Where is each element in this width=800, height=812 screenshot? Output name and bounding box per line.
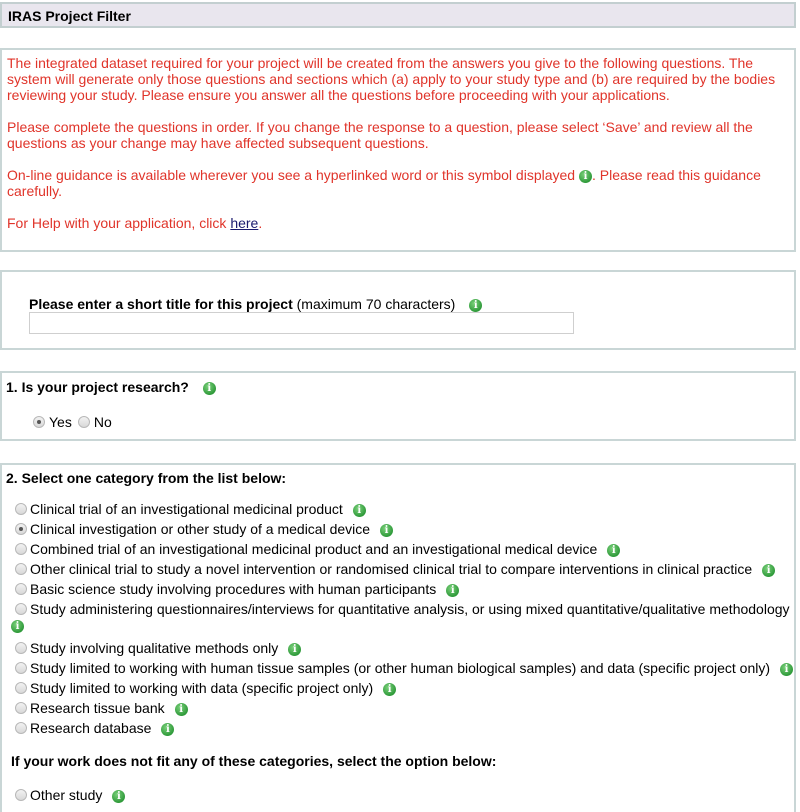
category-option[interactable]	[15, 561, 775, 577]
option-label[interactable]: Study involving qualitative methods only	[30, 640, 279, 656]
radio-button[interactable]	[15, 702, 27, 714]
category-option[interactable]	[15, 700, 188, 716]
radio-button-no[interactable]	[78, 416, 90, 428]
radio-label[interactable]: Yes	[49, 414, 72, 430]
info-icon[interactable]: i	[353, 504, 366, 517]
info-icon[interactable]: i	[175, 703, 188, 716]
category-option[interactable]	[15, 581, 459, 597]
info-icon[interactable]: i	[446, 584, 459, 597]
radio-button[interactable]	[15, 603, 27, 615]
short-title-note: (maximum 70 characters)	[292, 296, 456, 312]
radio-button[interactable]	[15, 789, 27, 801]
info-icon[interactable]: i	[762, 564, 775, 577]
option-label[interactable]: Study limited to working with data (specific project only)	[30, 680, 374, 696]
radio-button-checked[interactable]	[33, 416, 45, 428]
option-label[interactable]: Study limited to working with human tissue samples (or other human biological samples) and data (specific project only)	[30, 660, 771, 676]
radio-button[interactable]	[15, 583, 27, 595]
guidance-text: On-line guidance is available wherever you see a hyperlinked word or this symbol displayed	[7, 167, 579, 183]
intro-paragraph-3	[7, 167, 786, 199]
short-title-label-bold: Please enter a short title for this project	[29, 296, 293, 312]
option-label[interactable]: Study administering questionnaires/interviews for quantitative analysis, or using mixed quantitative/qualitative methodology	[30, 601, 790, 617]
short-title-panel	[0, 270, 796, 350]
intro-panel	[0, 48, 796, 252]
option-label[interactable]: Other study	[30, 787, 103, 803]
category-option[interactable]	[15, 521, 393, 537]
category-option[interactable]	[15, 601, 800, 617]
help-paragraph	[7, 215, 786, 231]
option-label[interactable]: Combined trial of an investigational medicinal product and an investigational medical device	[30, 541, 598, 557]
option-label[interactable]: Other clinical trial to study a novel intervention or randomised clinical trial to compare interventions in clinical practice	[30, 561, 753, 577]
intro-paragraph-1: The integrated dataset required for your project will be created from the answers you give to the following questions. The system will generate only those questions and sections which (a) apply to your study type and (b) are required by the bodies reviewing your study. Please ensure you answer all the questions before proceeding with your applications.	[7, 55, 776, 103]
option-label[interactable]: Research database	[30, 720, 152, 736]
short-title-input[interactable]	[29, 312, 574, 334]
info-icon[interactable]: i	[11, 620, 24, 633]
radio-button[interactable]	[15, 503, 27, 515]
page-title: IRAS Project Filter	[8, 8, 131, 24]
info-icon[interactable]: i	[161, 723, 174, 736]
other-prompt: If your work does not fit any of these categories, select the option below:	[11, 753, 497, 769]
other-study-option[interactable]	[15, 787, 125, 803]
category-option-info[interactable]	[11, 617, 24, 633]
radio-button[interactable]	[15, 662, 27, 674]
intro-paragraph-2: Please complete the questions in order. If you change the response to a question, please select ‘Save’ and review all the questions as your change may have affected subsequent questions.	[7, 119, 753, 151]
radio-button[interactable]	[15, 682, 27, 694]
radio-option-yes[interactable]	[33, 414, 122, 430]
info-icon[interactable]: i	[469, 299, 482, 312]
help-link[interactable]: here	[230, 215, 259, 231]
info-icon[interactable]: i	[380, 524, 393, 537]
guidance-text-end: . Please read this guidance carefully.	[7, 167, 761, 199]
radio-button[interactable]	[15, 642, 27, 654]
question-1-panel	[0, 371, 796, 441]
category-option[interactable]	[15, 541, 620, 557]
option-label[interactable]: Clinical trial of an investigational medicinal product	[30, 501, 343, 517]
info-icon[interactable]: i	[607, 544, 620, 557]
radio-button-checked[interactable]	[15, 523, 27, 535]
radio-button[interactable]	[15, 543, 27, 555]
info-icon[interactable]: i	[383, 683, 396, 696]
radio-button[interactable]	[15, 563, 27, 575]
question-2-panel	[0, 463, 796, 812]
option-label[interactable]: Clinical investigation or other study of a medical device	[30, 521, 371, 537]
info-icon[interactable]: i	[288, 643, 301, 656]
radio-button[interactable]	[15, 722, 27, 734]
option-label[interactable]: Research tissue bank	[30, 700, 165, 716]
radio-label[interactable]: No	[93, 414, 112, 430]
question-1-text: 1. Is your project research?	[6, 379, 189, 395]
info-icon[interactable]: i	[780, 663, 793, 676]
help-text: For Help with your application, click	[7, 215, 231, 231]
category-option[interactable]	[15, 720, 174, 736]
page-header	[0, 2, 796, 28]
category-option[interactable]	[15, 680, 396, 696]
category-option[interactable]	[15, 660, 793, 676]
info-icon: i	[579, 170, 592, 183]
question-1-label	[6, 379, 216, 395]
info-icon[interactable]: i	[112, 790, 125, 803]
info-icon[interactable]: i	[203, 382, 216, 395]
option-label[interactable]: Basic science study involving procedures with human participants	[30, 581, 437, 597]
help-text-end: .	[258, 215, 263, 231]
category-option[interactable]	[15, 640, 301, 656]
short-title-label	[29, 296, 482, 312]
category-option[interactable]	[15, 501, 366, 517]
question-2-label: 2. Select one category from the list below:	[6, 470, 287, 486]
